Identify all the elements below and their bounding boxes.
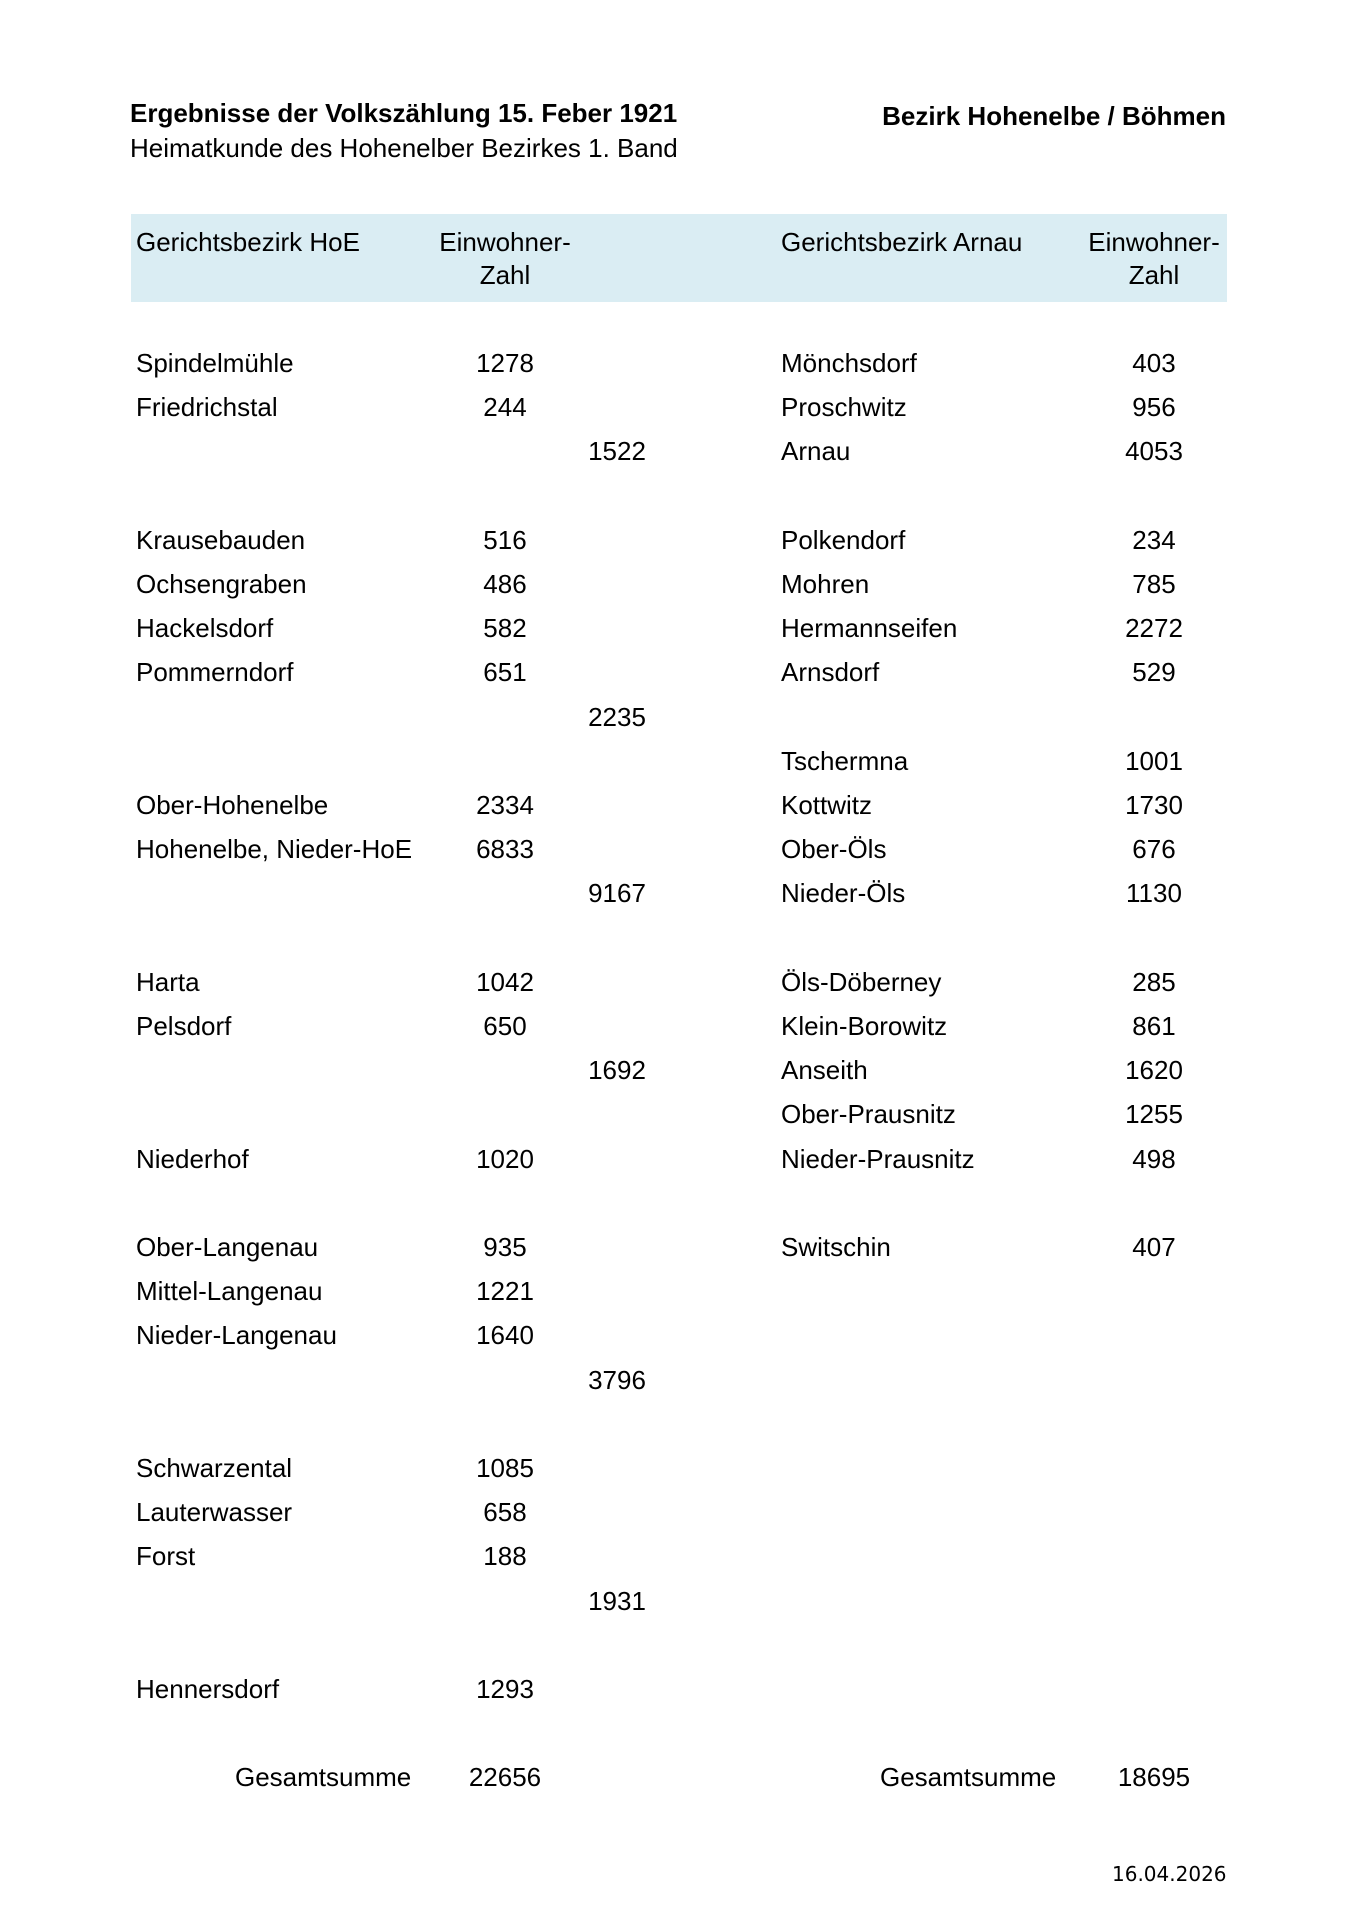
left-population: 935: [483, 1232, 527, 1262]
header-right-count-line2: Zahl: [1128, 260, 1180, 290]
right-population: 285: [1132, 966, 1176, 997]
table-row: [0, 1269, 1356, 1313]
header-right-count: [1079, 226, 1229, 292]
header-left-count: [430, 226, 580, 292]
left-population: 1640: [476, 1320, 534, 1351]
right-population: 1001: [1125, 745, 1183, 776]
left-population: 516: [483, 524, 527, 555]
right-place-name: Ober-Prausnitz: [781, 1099, 956, 1130]
left-population: 1042: [476, 966, 534, 997]
left-population: 658: [483, 1497, 527, 1528]
right-total-value: 18695: [1117, 1762, 1191, 1792]
left-place-name: Niederhof: [136, 1143, 249, 1174]
table-row: [0, 385, 1356, 429]
left-population: 1221: [476, 1276, 534, 1307]
right-place-name: Polkendorf: [781, 524, 906, 555]
right-population: 1255: [1125, 1099, 1183, 1130]
left-place-name: Hennersdorf: [136, 1674, 280, 1704]
left-place-name: Forst: [136, 1541, 196, 1572]
table-row: [0, 1313, 1356, 1357]
table-row: [0, 1004, 1356, 1048]
table-row: [0, 1667, 1356, 1711]
left-population: 486: [483, 569, 527, 599]
right-population: 498: [1132, 1143, 1176, 1174]
left-population: 1278: [476, 348, 534, 378]
table-row: [0, 827, 1356, 871]
table-row: [0, 739, 1356, 783]
left-place-name: Spindelmühle: [136, 348, 294, 378]
table-row: [0, 695, 1356, 739]
right-place-name: Nieder-Prausnitz: [781, 1143, 975, 1174]
header-left-count-line1: Einwohner-: [439, 227, 571, 257]
header-right-count-line1: Einwohner-: [1088, 227, 1220, 257]
left-place-name: Pommerndorf: [136, 657, 294, 688]
right-population: 529: [1132, 657, 1176, 688]
left-population: 2334: [476, 790, 534, 820]
table-row: [0, 518, 1356, 562]
right-place-name: Switschin: [781, 1232, 891, 1262]
left-place-name: Harta: [136, 966, 200, 997]
right-place-name: Nieder-Öls: [781, 878, 906, 909]
left-subtotal: 1692: [588, 1055, 646, 1086]
table-row: [0, 1402, 1356, 1446]
right-place-name: Ober-Öls: [781, 834, 887, 865]
table-row: [0, 606, 1356, 650]
right-population: 1130: [1126, 878, 1182, 909]
totals-row: [0, 1755, 1356, 1799]
table-row: [0, 341, 1356, 385]
left-total-value: 22656: [468, 1762, 542, 1792]
left-place-name: Hackelsdorf: [136, 613, 274, 644]
right-population: 234: [1132, 524, 1176, 555]
right-population: 676: [1132, 834, 1176, 865]
table-row: [0, 1137, 1356, 1181]
left-place-name: Nieder-Langenau: [136, 1320, 337, 1351]
table-row: [0, 474, 1356, 518]
document-title: Ergebnisse der Volkszählung 15. Feber 1921: [130, 98, 678, 128]
table-row: [0, 960, 1356, 1004]
left-place-name: Ober-Hohenelbe: [136, 790, 329, 820]
left-place-name: Mittel-Langenau: [136, 1276, 323, 1307]
left-population: 1293: [476, 1674, 534, 1704]
right-place-name: Proschwitz: [781, 392, 907, 423]
right-population: 403: [1132, 348, 1176, 378]
header-right-district: Gerichtsbezirk Arnau: [781, 227, 1023, 257]
left-total-label: Gesamtsumme: [235, 1762, 412, 1792]
table-row: [0, 1358, 1356, 1402]
right-population: 861: [1132, 1011, 1176, 1041]
right-population: 1730: [1125, 790, 1183, 820]
right-total-label: Gesamtsumme: [880, 1762, 1057, 1792]
table-row: [0, 1490, 1356, 1534]
right-population: 785: [1132, 569, 1176, 599]
left-place-name: Hohenelbe, Nieder-HoE: [136, 834, 413, 865]
right-population: 4053: [1125, 436, 1183, 467]
left-place-name: Pelsdorf: [136, 1011, 232, 1041]
header-left-count-line2: Zahl: [479, 260, 531, 290]
table-row: [0, 1534, 1356, 1578]
left-place-name: Ochsengraben: [136, 569, 307, 599]
table-row: [0, 916, 1356, 960]
left-subtotal: 2235: [588, 701, 646, 732]
right-place-name: Klein-Borowitz: [781, 1011, 948, 1041]
right-place-name: Mohren: [781, 569, 870, 599]
left-subtotal: 1931: [588, 1585, 646, 1616]
table-row: [0, 1623, 1356, 1667]
left-subtotal: 1522: [588, 436, 646, 467]
left-population: 582: [483, 613, 527, 644]
left-population: 1020: [476, 1143, 534, 1174]
table-row: [0, 1092, 1356, 1136]
table-row: [0, 783, 1356, 827]
table-row: [0, 871, 1356, 915]
right-place-name: Hermannseifen: [781, 613, 958, 644]
right-place-name: Arnau: [781, 436, 851, 467]
table-row: [0, 1225, 1356, 1269]
right-population: 407: [1132, 1232, 1176, 1262]
table-row: [0, 1446, 1356, 1490]
table-row: [0, 1579, 1356, 1623]
right-population: 2272: [1125, 613, 1183, 644]
left-place-name: Schwarzental: [136, 1453, 293, 1483]
print-date: 16.04.2026: [1112, 1862, 1227, 1886]
right-place-name: Anseith: [781, 1055, 868, 1086]
right-population: 956: [1132, 392, 1176, 423]
table-row: [0, 1181, 1356, 1225]
table-row: [0, 429, 1356, 473]
left-population: 188: [483, 1541, 527, 1572]
left-population: 6833: [476, 834, 534, 865]
left-place-name: Krausebauden: [136, 524, 306, 555]
left-place-name: Ober-Langenau: [136, 1232, 319, 1262]
right-population: 1620: [1125, 1055, 1183, 1086]
table-row: [0, 1048, 1356, 1092]
header-left-district: Gerichtsbezirk HoE: [136, 227, 360, 257]
right-place-name: Arnsdorf: [781, 657, 880, 688]
right-place-name: Tschermna: [781, 745, 909, 776]
right-place-name: Kottwitz: [781, 790, 873, 820]
table-row: [0, 562, 1356, 606]
right-place-name: Mönchsdorf: [781, 348, 917, 378]
table-row: [0, 650, 1356, 694]
left-population: 651: [483, 657, 527, 688]
left-population: 650: [483, 1011, 527, 1041]
left-place-name: Friedrichstal: [136, 392, 278, 423]
document-subtitle: Heimatkunde des Hohenelber Bezirkes 1. Band: [130, 133, 678, 163]
left-subtotal: 9167: [588, 878, 646, 909]
left-place-name: Lauterwasser: [136, 1497, 293, 1528]
left-subtotal: 3796: [588, 1364, 646, 1395]
right-place-name: Öls-Döberney: [781, 966, 942, 997]
left-population: 1085: [476, 1453, 534, 1483]
left-population: 244: [483, 392, 527, 423]
region-label: Bezirk Hohenelbe / Böhmen: [882, 101, 1226, 131]
